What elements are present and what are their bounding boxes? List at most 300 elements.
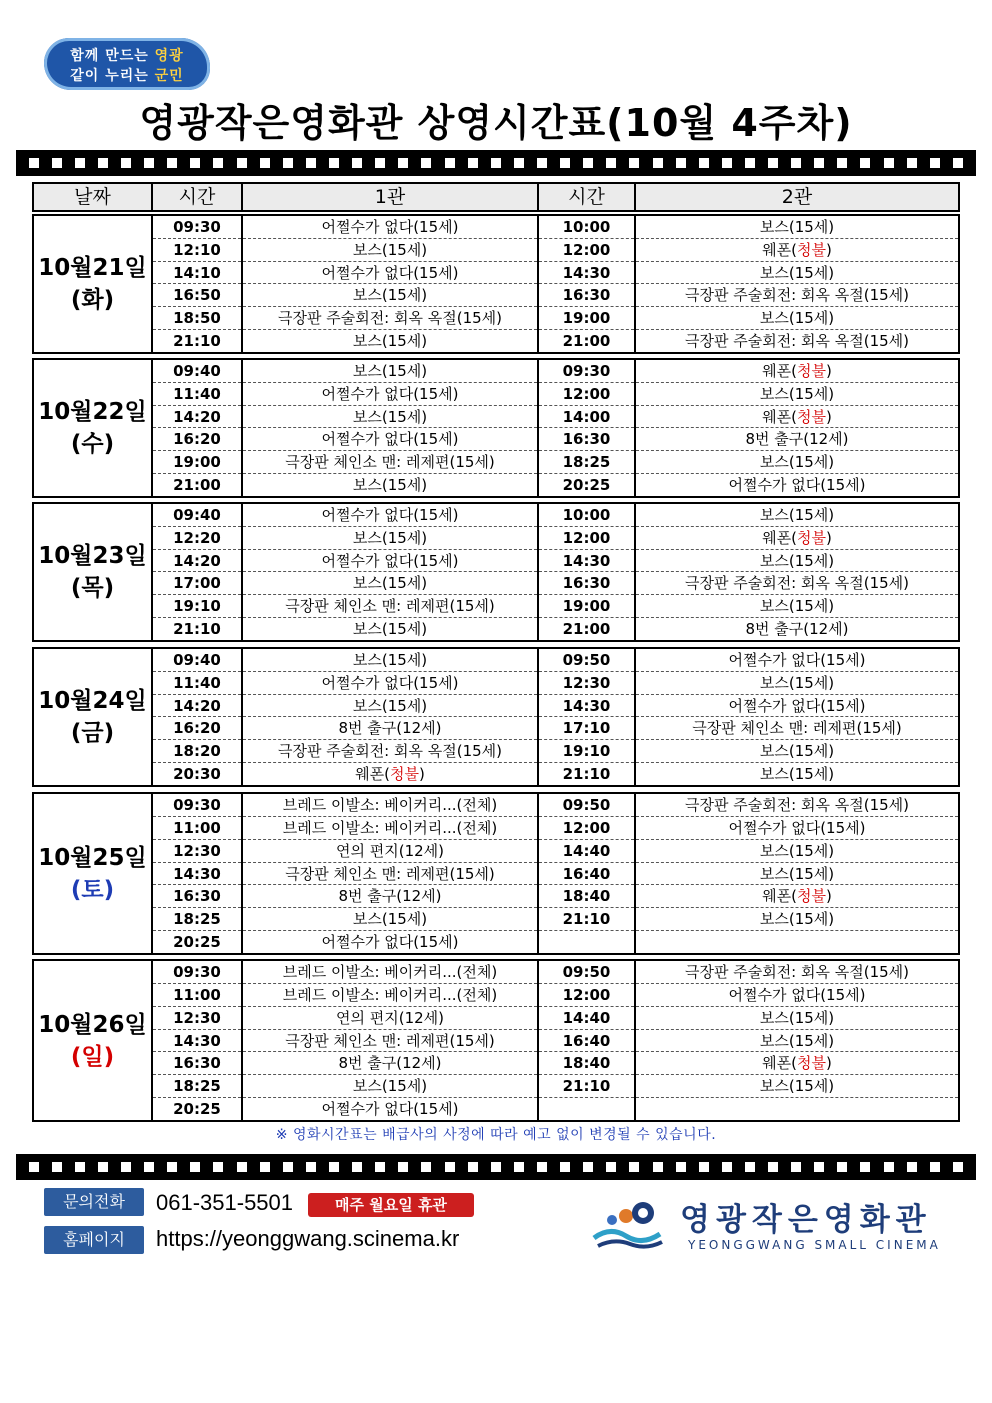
day-weekday: (수) bbox=[70, 431, 115, 457]
day-label bbox=[34, 504, 153, 640]
movie-hall2-cell bbox=[636, 239, 958, 262]
movie-title-part: 브레드 이발소: 베이커리...(전체) bbox=[282, 963, 498, 981]
showtime-hall2-cell: 18:40 bbox=[539, 1052, 634, 1075]
homepage-link[interactable]: https://yeonggwang.scinema.kr bbox=[156, 1226, 460, 1251]
showtime-hall1-column bbox=[153, 794, 243, 953]
showtime-hall2-cell: 21:00 bbox=[562, 620, 611, 639]
movie-hall1-cell bbox=[243, 428, 537, 451]
showtime-hall1-cell: 19:00 bbox=[153, 451, 241, 474]
movie-hall1-cell bbox=[243, 672, 537, 695]
movie-title-part: 보스(15세) bbox=[352, 1077, 428, 1096]
film-hole bbox=[352, 158, 362, 168]
movie-title-part: 어쩔수가 없다(15세) bbox=[321, 263, 459, 282]
film-hole bbox=[860, 1162, 870, 1172]
movie-hall1-cell bbox=[243, 216, 537, 239]
showtime-hall2-cell: 16:30 bbox=[539, 284, 634, 307]
movie-title-part: 보스(15세) bbox=[352, 696, 428, 715]
movie-hall1-cell bbox=[243, 307, 537, 330]
film-hole bbox=[884, 1162, 894, 1172]
film-hole bbox=[930, 158, 940, 168]
movie-hall2-cell bbox=[636, 428, 958, 451]
film-hole bbox=[699, 158, 709, 168]
showtime-hall2-cell: 21:10 bbox=[539, 1075, 634, 1098]
movie-title-part: 8번 출구(12세) bbox=[745, 430, 849, 449]
movie-title-part: 8번 출구(12세) bbox=[338, 1054, 442, 1073]
showtime-hall1-column bbox=[153, 360, 243, 496]
movie-hall1-cell bbox=[243, 595, 537, 618]
showtime-hall2-cell: 16:40 bbox=[539, 1030, 634, 1053]
movie-title-part: 연의 편지(12세) bbox=[335, 841, 444, 860]
movie-title-part: ) bbox=[825, 407, 832, 426]
rating-label: 청불 bbox=[797, 240, 826, 259]
movie-hall1-cell bbox=[243, 1030, 537, 1053]
showtime-hall1-cell: 11:00 bbox=[153, 984, 241, 1007]
film-hole bbox=[537, 158, 547, 168]
movie-title-part: 보스(15세) bbox=[352, 620, 428, 639]
movie-title-part: 극장판 주술회전: 회옥 옥절(15세) bbox=[684, 286, 910, 305]
day-date: 10월24일 bbox=[38, 688, 147, 714]
showtime-hall2-cell: 12:30 bbox=[539, 672, 634, 695]
movie-hall1-cell bbox=[243, 262, 537, 285]
showtime-hall2-cell: 21:00 bbox=[562, 332, 611, 351]
film-hole bbox=[398, 1162, 408, 1172]
showtime-hall2-cell: 19:00 bbox=[539, 595, 634, 618]
movie-hall2-cell bbox=[636, 307, 958, 330]
showtime-hall1-cell: 14:30 bbox=[153, 863, 241, 886]
showtime-hall2-cell: 10:00 bbox=[539, 216, 634, 239]
showtime-hall1-cell: 17:00 bbox=[153, 572, 241, 595]
filmstrip-divider-bottom bbox=[16, 1154, 976, 1180]
showtime-hall1-cell: 12:10 bbox=[153, 239, 241, 262]
showtime-hall1-column bbox=[153, 504, 243, 640]
header-time-1: 시간 bbox=[153, 184, 243, 210]
slogan-line2-highlight: 군민 bbox=[154, 68, 184, 84]
movie-hall1-cell bbox=[243, 284, 537, 307]
movie-title-part: 극장판 주술회전: 회옥 옥절(15세) bbox=[277, 309, 503, 328]
film-hole bbox=[837, 1162, 847, 1172]
showtime-hall1-cell: 14:30 bbox=[153, 1030, 241, 1053]
showtime-hall1-cell: 16:20 bbox=[153, 717, 241, 740]
movie-hall2-cell bbox=[636, 740, 958, 763]
film-hole bbox=[260, 1162, 270, 1172]
film-hole bbox=[583, 1162, 593, 1172]
day-label bbox=[34, 216, 153, 352]
showtime-hall2-cell: 14:40 bbox=[539, 1007, 634, 1030]
day-weekday: (목) bbox=[70, 575, 115, 601]
showtime-hall1-cell: 16:30 bbox=[153, 885, 241, 908]
cinema-logo-korean: 영광작은영화관 bbox=[680, 1202, 932, 1238]
movie-hall2-cell bbox=[636, 406, 958, 429]
film-hole bbox=[144, 1162, 154, 1172]
film-hole bbox=[75, 158, 85, 168]
movie-title-part: 보스(15세) bbox=[352, 574, 428, 593]
rating-label: 청불 bbox=[797, 528, 826, 547]
homepage-label: 홈페이지 bbox=[44, 1226, 144, 1254]
movie-hall2-cell bbox=[636, 840, 958, 863]
showtime-hall1-cell: 09:30 bbox=[153, 794, 241, 817]
movie-title-part: 보스(15세) bbox=[759, 551, 835, 570]
film-hole bbox=[653, 1162, 663, 1172]
movie-title-part: 보스(15세) bbox=[352, 476, 428, 495]
movie-title-part: 보스(15세) bbox=[352, 407, 428, 426]
day-block bbox=[32, 214, 960, 354]
showtime-hall2-cell: 16:30 bbox=[539, 428, 634, 451]
movie-hall1-cell bbox=[243, 863, 537, 886]
movie-hall2-column bbox=[636, 961, 958, 1120]
movie-title-part: 보스(15세) bbox=[352, 286, 428, 305]
movie-hall1-cell bbox=[243, 360, 537, 383]
film-hole bbox=[814, 1162, 824, 1172]
movie-hall1-cell bbox=[243, 717, 537, 740]
showtime-hall2-cell: 21:10 bbox=[562, 765, 611, 784]
film-hole bbox=[213, 1162, 223, 1172]
movie-title-part: 웨폰( bbox=[355, 765, 390, 784]
showtime-hall1-cell: 18:25 bbox=[153, 1075, 241, 1098]
day-date: 10월26일 bbox=[38, 1011, 147, 1038]
movie-title-part: 보스(15세) bbox=[759, 218, 835, 236]
day-label bbox=[34, 360, 153, 496]
showtime-hall2-column bbox=[539, 360, 636, 496]
movie-hall1-cell bbox=[243, 527, 537, 550]
film-hole bbox=[98, 1162, 108, 1172]
movie-hall2-cell bbox=[636, 474, 958, 496]
film-hole bbox=[306, 158, 316, 168]
movie-title-part: 보스(15세) bbox=[352, 651, 428, 669]
film-hole bbox=[953, 1162, 963, 1172]
showtime-hall1-cell: 09:40 bbox=[153, 504, 241, 527]
movie-hall2-cell bbox=[636, 908, 958, 931]
movie-hall1-column bbox=[243, 360, 539, 496]
page-title: 영광작은영화관 상영시간표(10월 4주차) bbox=[139, 101, 853, 145]
movie-hall2-cell bbox=[636, 360, 958, 383]
movie-hall1-cell bbox=[243, 550, 537, 573]
showtime-hall1-cell: 16:30 bbox=[153, 1052, 241, 1075]
movie-hall1-cell bbox=[243, 794, 537, 817]
phone-number: 061-351-5501 bbox=[156, 1190, 294, 1215]
showtime-hall1-cell: 11:40 bbox=[153, 383, 241, 406]
day-block bbox=[32, 792, 960, 955]
showtime-hall1-cell: 11:40 bbox=[153, 672, 241, 695]
movie-hall1-cell bbox=[243, 984, 537, 1007]
showtime-hall2-column bbox=[539, 649, 636, 785]
day-label bbox=[34, 649, 153, 785]
movie-title-part: 어쩔수가 없다(15세) bbox=[728, 476, 866, 495]
movie-hall2-cell bbox=[636, 863, 958, 886]
filmstrip-divider-top bbox=[16, 150, 976, 176]
movie-title-part: 극장판 체인소 맨: 레제편(15세) bbox=[285, 453, 495, 472]
film-hole bbox=[237, 158, 247, 168]
movie-title-part: 극장판 주술회전: 회옥 옥절(15세) bbox=[684, 574, 910, 593]
showtime-hall1-cell: 14:20 bbox=[153, 406, 241, 429]
movie-hall1-cell bbox=[243, 383, 537, 406]
slogan-line1: 함께 만드는 bbox=[70, 48, 155, 64]
showtime-hall1-cell: 20:25 bbox=[173, 1100, 221, 1119]
movie-title-part: 어쩔수가 없다(15세) bbox=[321, 384, 459, 403]
movie-hall1-cell bbox=[243, 330, 537, 352]
showtime-hall1-cell: 09:30 bbox=[153, 961, 241, 984]
movie-title-part: 보스(15세) bbox=[759, 506, 835, 524]
rating-label: 청불 bbox=[797, 887, 826, 906]
movie-title-part: 보스(15세) bbox=[352, 362, 428, 380]
movie-hall2-column bbox=[636, 649, 958, 785]
film-hole bbox=[468, 1162, 478, 1172]
movie-title-part: 극장판 체인소 맨: 레제편(15세) bbox=[285, 864, 495, 883]
movie-title-part: 보스(15세) bbox=[759, 1008, 835, 1027]
movie-title-part: 웨폰( bbox=[762, 528, 797, 547]
header-hall-1: 1관 bbox=[243, 184, 539, 210]
showtime-hall1-column bbox=[153, 649, 243, 785]
film-hole bbox=[52, 1162, 62, 1172]
movie-hall2-column bbox=[636, 360, 958, 496]
slogan-line1-highlight: 영광 bbox=[154, 48, 184, 64]
showtime-hall2-cell: 19:00 bbox=[539, 307, 634, 330]
movie-title-part: ) bbox=[825, 887, 832, 906]
movie-title-part: 극장판 주술회전: 회옥 옥절(15세) bbox=[684, 332, 910, 351]
day-weekday: (토) bbox=[70, 876, 115, 903]
movie-hall1-cell bbox=[243, 885, 537, 908]
film-hole bbox=[699, 1162, 709, 1172]
day-weekday: (금) bbox=[70, 720, 115, 746]
showtime-hall1-cell: 19:10 bbox=[153, 595, 241, 618]
movie-hall2-cell bbox=[636, 717, 958, 740]
movie-title-part: 극장판 체인소 맨: 레제편(15세) bbox=[692, 719, 902, 738]
movie-title-part: 어쩔수가 없다(15세) bbox=[728, 985, 866, 1004]
showtime-hall2-cell: 18:40 bbox=[539, 885, 634, 908]
day-block bbox=[32, 358, 960, 498]
film-hole bbox=[52, 158, 62, 168]
film-hole bbox=[676, 1162, 686, 1172]
day-block bbox=[32, 502, 960, 642]
film-hole bbox=[213, 158, 223, 168]
film-hole bbox=[144, 158, 154, 168]
movie-title-part: 보스(15세) bbox=[759, 1031, 835, 1050]
film-hole bbox=[560, 1162, 570, 1172]
film-hole bbox=[930, 1162, 940, 1172]
showtime-hall2-cell: 16:40 bbox=[539, 863, 634, 886]
movie-hall1-cell bbox=[243, 1098, 537, 1120]
movie-title-part: 극장판 체인소 맨: 레제편(15세) bbox=[285, 1031, 495, 1050]
film-hole bbox=[884, 158, 894, 168]
movie-hall2-cell bbox=[636, 1007, 958, 1030]
movie-hall1-cell bbox=[243, 1075, 537, 1098]
showtime-hall1-cell: 16:50 bbox=[153, 284, 241, 307]
movie-title-part: 보스(15세) bbox=[759, 864, 835, 883]
film-hole bbox=[907, 158, 917, 168]
film-hole bbox=[190, 1162, 200, 1172]
movie-hall1-cell bbox=[243, 239, 537, 262]
movie-hall1-cell bbox=[243, 740, 537, 763]
movie-title-part: 어쩔수가 없다(15세) bbox=[321, 218, 459, 236]
film-hole bbox=[121, 158, 131, 168]
movie-title-part: 보스(15세) bbox=[759, 673, 835, 692]
showtime-hall1-cell: 16:20 bbox=[153, 428, 241, 451]
showtime-hall1-cell: 21:00 bbox=[173, 476, 221, 495]
film-hole bbox=[329, 1162, 339, 1172]
cinema-logo-icon bbox=[590, 1196, 672, 1252]
showtime-hall2-cell: 19:10 bbox=[539, 740, 634, 763]
movie-hall2-cell bbox=[636, 216, 958, 239]
movie-title-part: 어쩔수가 없다(15세) bbox=[728, 818, 866, 837]
film-hole bbox=[583, 158, 593, 168]
film-hole bbox=[653, 158, 663, 168]
header-hall-2: 2관 bbox=[781, 186, 813, 208]
movie-hall2-cell bbox=[636, 695, 958, 718]
day-label bbox=[34, 961, 153, 1120]
movie-hall2-cell bbox=[636, 931, 958, 953]
showtime-hall1-cell: 21:10 bbox=[173, 332, 221, 351]
film-hole bbox=[768, 1162, 778, 1172]
cinema-logo-english: YEONGGWANG SMALL CINEMA bbox=[688, 1238, 941, 1252]
film-hole bbox=[791, 158, 801, 168]
film-hole bbox=[953, 158, 963, 168]
film-hole bbox=[398, 158, 408, 168]
showtime-hall2-cell: 14:30 bbox=[539, 695, 634, 718]
day-date: 10월25일 bbox=[38, 844, 147, 871]
movie-hall1-column bbox=[243, 504, 539, 640]
movie-title-part: 보스(15세) bbox=[352, 528, 428, 547]
film-hole bbox=[237, 1162, 247, 1172]
showtime-hall1-cell: 18:25 bbox=[153, 908, 241, 931]
movie-hall2-cell bbox=[636, 649, 958, 672]
movie-hall1-cell bbox=[243, 451, 537, 474]
movie-title-part: 어쩔수가 없다(15세) bbox=[321, 551, 459, 570]
day-weekday: (화) bbox=[70, 287, 115, 313]
showtime-hall2-column bbox=[539, 504, 636, 640]
film-hole bbox=[283, 158, 293, 168]
film-hole bbox=[907, 1162, 917, 1172]
showtime-hall2-cell bbox=[539, 1098, 634, 1120]
slogan-badge bbox=[44, 38, 210, 90]
movie-title-part: 웨폰( bbox=[762, 1054, 797, 1073]
movie-hall2-cell bbox=[636, 262, 958, 285]
showtime-hall1-cell: 20:30 bbox=[173, 765, 221, 784]
film-hole bbox=[29, 1162, 39, 1172]
movie-title-part: 어쩔수가 없다(15세) bbox=[728, 651, 866, 669]
day-block bbox=[32, 647, 960, 787]
movie-hall1-cell bbox=[243, 1052, 537, 1075]
showtime-hall2-cell: 10:00 bbox=[539, 504, 634, 527]
slogan-line2: 같이 누리는 bbox=[70, 68, 155, 84]
film-hole bbox=[722, 1162, 732, 1172]
showtime-hall1-cell: 12:30 bbox=[153, 1007, 241, 1030]
movie-hall2-cell bbox=[636, 1052, 958, 1075]
rating-label: 청불 bbox=[797, 407, 826, 426]
movie-title-part: ) bbox=[825, 240, 832, 259]
movie-title-part: 8번 출구(12세) bbox=[338, 719, 442, 738]
movie-hall1-cell bbox=[243, 474, 537, 496]
movie-title-part: 어쩔수가 없다(15세) bbox=[321, 933, 459, 952]
movie-hall2-cell bbox=[636, 383, 958, 406]
showtime-hall2-cell: 12:00 bbox=[539, 984, 634, 1007]
showtime-hall2-cell: 21:10 bbox=[539, 908, 634, 931]
movie-title-part: 브레드 이발소: 베이커리...(전체) bbox=[282, 985, 498, 1004]
showtime-hall1-cell: 14:20 bbox=[153, 550, 241, 573]
header-time-2: 시간 bbox=[539, 184, 636, 210]
movie-title-part: 웨폰( bbox=[762, 240, 797, 259]
movie-title-part: 웨폰( bbox=[762, 362, 797, 380]
movie-hall2-cell bbox=[636, 572, 958, 595]
film-hole bbox=[445, 1162, 455, 1172]
day-block bbox=[32, 959, 960, 1122]
showtime-hall1-cell: 18:20 bbox=[153, 740, 241, 763]
movie-title-part: 어쩔수가 없다(15세) bbox=[321, 1100, 459, 1119]
showtime-hall2-cell: 12:00 bbox=[539, 817, 634, 840]
movie-hall2-cell bbox=[636, 961, 958, 984]
showtime-hall1-cell: 14:10 bbox=[153, 262, 241, 285]
movie-hall2-column bbox=[636, 794, 958, 953]
film-hole bbox=[491, 1162, 501, 1172]
film-hole bbox=[814, 158, 824, 168]
movie-hall2-cell bbox=[636, 550, 958, 573]
showtime-hall2-cell: 12:00 bbox=[539, 239, 634, 262]
movie-title-part: 어쩔수가 없다(15세) bbox=[321, 673, 459, 692]
movie-hall2-cell bbox=[636, 885, 958, 908]
showtime-hall2-cell: 20:25 bbox=[562, 476, 611, 495]
film-hole bbox=[421, 1162, 431, 1172]
movie-title-part: 어쩔수가 없다(15세) bbox=[321, 506, 459, 524]
movie-title-part: 보스(15세) bbox=[352, 240, 428, 259]
movie-title-part: ) bbox=[418, 765, 425, 784]
rating-label: 청불 bbox=[797, 1054, 826, 1073]
showtime-hall2-cell: 09:30 bbox=[539, 360, 634, 383]
movie-title-part: 보스(15세) bbox=[352, 910, 428, 929]
film-hole bbox=[121, 1162, 131, 1172]
movie-hall1-cell bbox=[243, 406, 537, 429]
rating-label: 청불 bbox=[390, 765, 419, 784]
day-weekday: (일) bbox=[70, 1043, 115, 1070]
movie-title-part: 웨폰( bbox=[762, 887, 797, 906]
showtime-hall2-cell: 14:00 bbox=[539, 406, 634, 429]
movie-hall1-cell bbox=[243, 908, 537, 931]
movie-hall2-cell bbox=[636, 817, 958, 840]
day-date: 10월21일 bbox=[38, 255, 147, 281]
showtime-hall2-cell: 12:00 bbox=[539, 383, 634, 406]
film-hole bbox=[98, 158, 108, 168]
movie-hall2-cell bbox=[636, 794, 958, 817]
movie-title-part: 보스(15세) bbox=[759, 263, 835, 282]
showtime-hall2-cell: 09:50 bbox=[539, 961, 634, 984]
movie-hall2-cell bbox=[636, 284, 958, 307]
movie-title-part: 보스(15세) bbox=[759, 1077, 835, 1096]
movie-title-part: 극장판 주술회전: 회옥 옥절(15세) bbox=[684, 963, 910, 981]
movie-hall1-cell bbox=[243, 763, 537, 785]
movie-hall2-column bbox=[636, 216, 958, 352]
movie-hall2-cell bbox=[636, 1098, 958, 1120]
film-hole bbox=[468, 158, 478, 168]
showtime-hall2-cell: 14:30 bbox=[539, 550, 634, 573]
movie-title-part: 극장판 주술회전: 회옥 옥절(15세) bbox=[684, 796, 910, 814]
movie-hall1-cell bbox=[243, 572, 537, 595]
showtime-hall2-column bbox=[539, 961, 636, 1120]
movie-title-part: ) bbox=[825, 1054, 832, 1073]
showtime-hall1-cell: 21:10 bbox=[173, 620, 221, 639]
movie-hall2-cell bbox=[636, 1030, 958, 1053]
film-hole bbox=[260, 158, 270, 168]
film-hole bbox=[722, 158, 732, 168]
film-hole bbox=[375, 1162, 385, 1172]
film-hole bbox=[606, 158, 616, 168]
film-hole bbox=[629, 158, 639, 168]
showtime-hall1-cell: 18:50 bbox=[153, 307, 241, 330]
header-date: 날짜 bbox=[34, 184, 153, 210]
showtime-hall2-cell: 09:50 bbox=[539, 649, 634, 672]
film-hole bbox=[791, 1162, 801, 1172]
showtime-hall2-column bbox=[539, 794, 636, 953]
film-hole bbox=[537, 1162, 547, 1172]
movie-title-part: 어쩔수가 없다(15세) bbox=[321, 430, 459, 449]
movie-hall1-column bbox=[243, 649, 539, 785]
movie-hall1-column bbox=[243, 216, 539, 352]
